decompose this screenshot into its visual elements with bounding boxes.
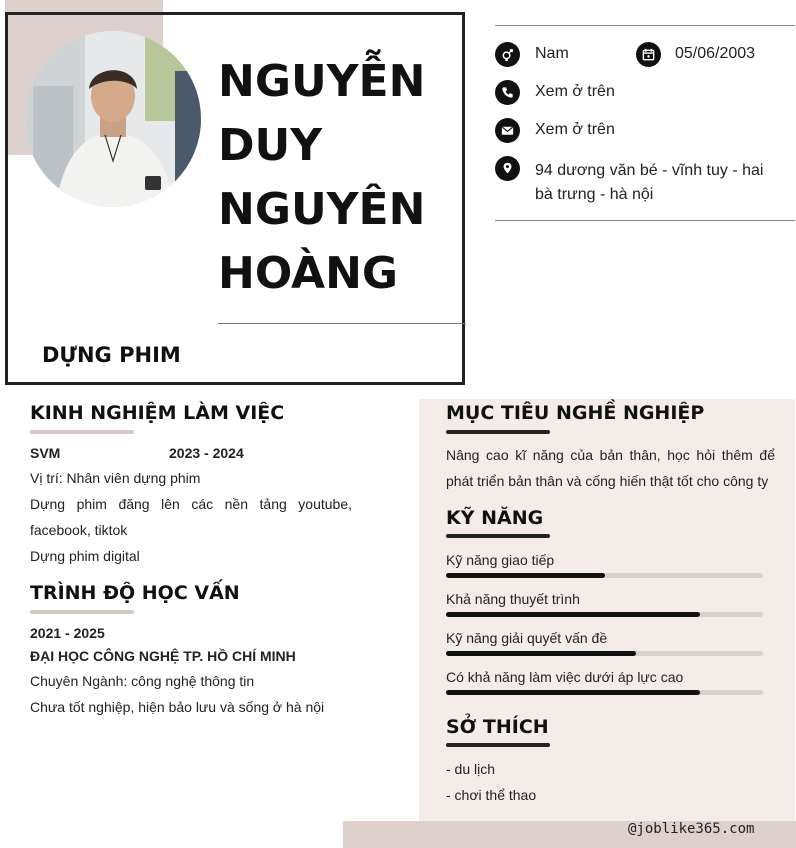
job-title: DỰNG PHIM — [42, 343, 181, 367]
address-value: 94 dương văn bé - vĩnh tuy - hai bà trưng - hà nội — [535, 162, 764, 203]
skill-bar-track — [446, 612, 763, 617]
contact-top-divider — [495, 25, 795, 26]
education-underline — [30, 610, 134, 614]
name-line: NGUYÊN — [218, 184, 426, 235]
skill-label: Kỹ năng giải quyết vấn đề — [446, 630, 608, 646]
experience-title: KINH NGHIỆM LÀM VIỆC — [30, 402, 285, 424]
hobbies-underline — [446, 743, 550, 747]
email-value: Xem ở trên — [535, 121, 615, 138]
phone-value: Xem ở trên — [535, 83, 615, 100]
education-school: ĐẠI HỌC CÔNG NGHỆ TP. HỒ CHÍ MINH — [30, 648, 296, 664]
full-name — [218, 50, 425, 306]
experience-period: 2023 - 2024 — [169, 445, 244, 461]
hobbies-title: SỞ THÍCH — [446, 716, 549, 738]
education-status: Chưa tốt nghiệp, hiện bảo lưu và sống ở hà nội — [30, 699, 325, 715]
email-icon — [495, 118, 520, 143]
skill-label: Khả năng thuyết trình — [446, 591, 580, 607]
experience-company: SVM — [30, 445, 61, 461]
skill-bar-fill — [446, 651, 636, 656]
education-title: TRÌNH ĐỘ HỌC VẤN — [30, 582, 240, 604]
hobby-item: - chơi thể thao — [446, 787, 537, 803]
name-divider — [218, 323, 466, 324]
objective-title: MỤC TIÊU NGHỀ NGHIỆP — [446, 402, 705, 424]
phone-icon — [495, 80, 520, 105]
gender-icon — [495, 42, 520, 67]
experience-underline — [30, 430, 134, 434]
avatar — [25, 31, 201, 207]
skill-bar-fill — [446, 573, 605, 578]
gender-value: Nam — [535, 45, 569, 62]
name-line: HOÀNG — [218, 248, 399, 299]
objective-underline — [446, 430, 550, 434]
experience-description: Dựng phim đăng lên các nền tảng youtube, facebook, tiktok — [30, 496, 352, 538]
name-line: NGUYỄN — [218, 56, 426, 107]
hobby-item: - du lịch — [446, 761, 496, 777]
skill-bar-fill — [446, 690, 700, 695]
profile-photo — [25, 31, 201, 207]
skill-bar-track — [446, 573, 763, 578]
contact-bottom-divider — [495, 220, 795, 221]
watermark-text: @joblike365.com — [628, 821, 755, 837]
experience-position: Vị trí: Nhân viên dựng phim — [30, 470, 201, 486]
education-period: 2021 - 2025 — [30, 625, 105, 641]
skill-bar-fill — [446, 612, 700, 617]
skills-title: KỸ NĂNG — [446, 507, 544, 529]
objective-text: Nâng cao kĩ năng của bản thân, học hỏi thêm để phát triển bản thân và cống hiến thật tốt cho công ty — [446, 447, 775, 489]
skills-underline — [446, 534, 550, 538]
experience-description: Dựng phim digital — [30, 548, 140, 564]
location-icon — [495, 156, 520, 181]
calendar-icon — [636, 42, 661, 67]
education-major: Chuyên Ngành: công nghệ thông tin — [30, 673, 255, 689]
name-line: DUY — [218, 120, 323, 171]
skill-label: Kỹ năng giao tiếp — [446, 552, 555, 568]
birthdate-value: 05/06/2003 — [675, 45, 756, 62]
skill-bar-track — [446, 690, 763, 695]
skill-bar-track — [446, 651, 763, 656]
skill-label: Có khả năng làm việc dưới áp lực cao — [446, 669, 684, 685]
